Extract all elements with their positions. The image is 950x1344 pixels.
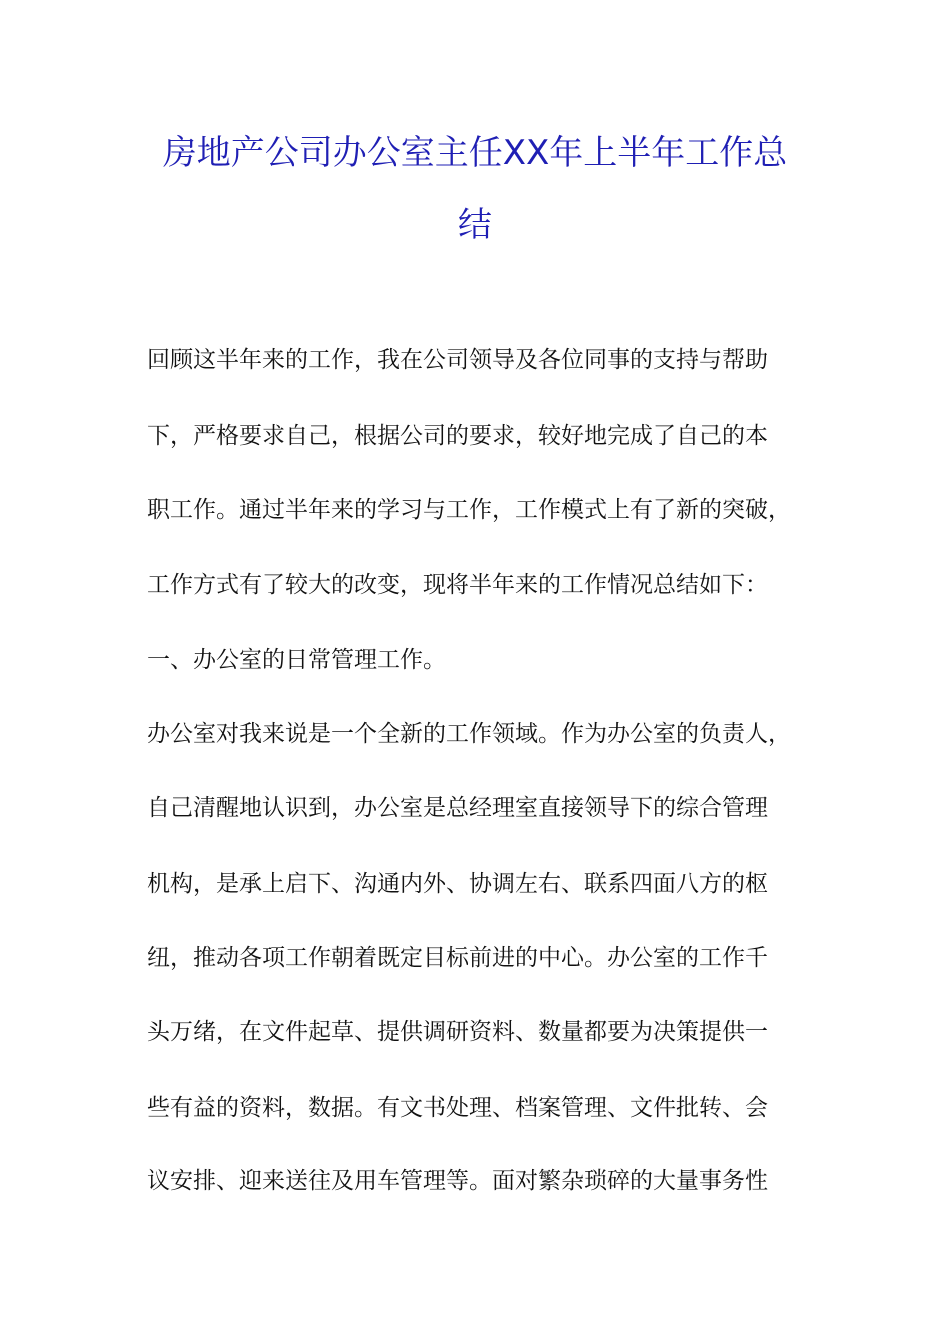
body-line: 机构，是承上启下、沟通内外、协调左右、联系四面八方的枢 xyxy=(147,871,768,897)
body-line: 头万绪，在文件起草、提供调研资料、数量都要为决策提供一 xyxy=(147,1019,768,1045)
body-line: 自己清醒地认识到，办公室是总经理室直接领导下的综合管理 xyxy=(147,795,768,821)
document-title-line-1: 房地产公司办公室主任XX年上半年工作总 xyxy=(162,133,788,173)
body-line: 纽，推动各项工作朝着既定目标前进的中心。办公室的工作千 xyxy=(147,945,768,971)
body-line: 下，严格要求自己，根据公司的要求，较好地完成了自己的本 xyxy=(147,423,768,449)
body-line: 工作方式有了较大的改变，现将半年来的工作情况总结如下： xyxy=(147,572,768,598)
document-title-line-2: 结 xyxy=(458,205,492,245)
body-line: 些有益的资料，数据。有文书处理、档案管理、文件批转、会 xyxy=(147,1095,768,1121)
section-heading: 一、办公室的日常管理工作。 xyxy=(147,647,446,673)
body-line: 职工作。通过半年来的学习与工作，工作模式上有了新的突破， xyxy=(147,497,791,523)
body-line: 回顾这半年来的工作，我在公司领导及各位同事的支持与帮助 xyxy=(147,347,768,373)
body-line: 议安排、迎来送往及用车管理等。面对繁杂琐碎的大量事务性 xyxy=(147,1168,768,1194)
body-line: 办公室对我来说是一个全新的工作领域。作为办公室的负责人， xyxy=(147,721,791,747)
